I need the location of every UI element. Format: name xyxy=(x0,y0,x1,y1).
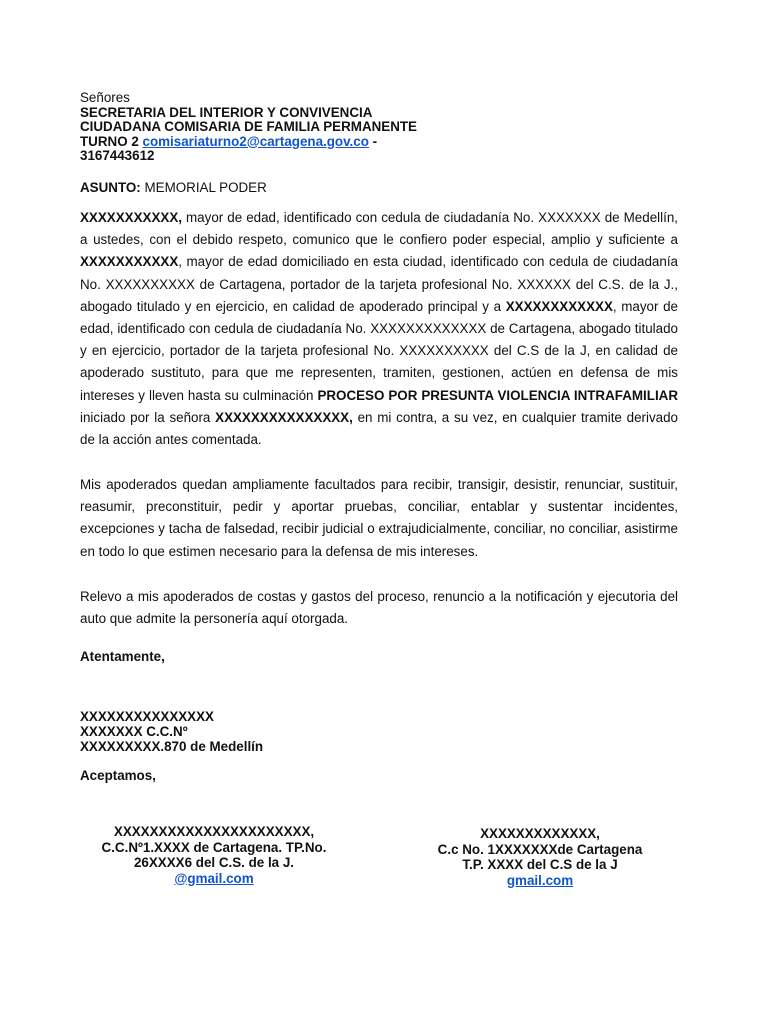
closing: Atentamente, xyxy=(80,649,165,664)
dash: - xyxy=(372,133,378,149)
paragraph-power-of-attorney xyxy=(80,207,678,451)
attorney-1-tp: 26XXXX6 del C.S. de la J. xyxy=(133,855,295,870)
paragraph-release: Relevo a mis apoderados de costas y gastos del proceso, renuncio a la notificación y ejecutoria del auto que admite la personería aquí otorgada. xyxy=(80,589,678,627)
paragraph-text: , mayor de edad domiciliado en esta ciudad, identificado con cedula de ciudadanía No. XXXXXXXXXX de Cartagena, portador de la tarjeta profesional No. XXXXXX del C.S. de la J., abogado titulado y en ejercicio, en calidad de apoderado principal y a xyxy=(80,254,678,314)
signer-doc: XXXXXXXXX.870 de Medellín xyxy=(80,739,264,754)
grantor-signature-block xyxy=(80,709,263,754)
paragraph-text: en mi contra, a su vez, en cualquier tramite derivado de la acción antes comentada. xyxy=(80,409,678,448)
recipient-email-link[interactable]: comisariaturno2@cartagena.gov.co xyxy=(142,133,369,149)
attorney-1-name: XXXXXXXXXXXXXXXXXXXXXX, xyxy=(113,824,315,839)
acceptance-heading: Aceptamos, xyxy=(80,768,156,783)
plaintiff-name: XXXXXXXXXXXXXXX, xyxy=(215,409,353,425)
attorney-1-email-link[interactable]: @gmail.com xyxy=(174,870,254,886)
subject-line xyxy=(80,180,267,195)
attorney-2-tp: T.P. XXXX del C.S de la J xyxy=(462,857,618,872)
recipient-line-2: CIUDADANA COMISARIA DE FAMILIA PERMANENTE xyxy=(80,119,417,134)
attorney-2-cc: C.c No. 1XXXXXXXde Cartagena xyxy=(437,841,643,857)
substitute-attorney-name: XXXXXXXXXXXX xyxy=(505,298,613,314)
attorney-2-name: XXXXXXXXXXXXX, xyxy=(480,826,600,841)
grantor-name: XXXXXXXXXXX, xyxy=(80,210,182,225)
principal-attorney-name: XXXXXXXXXXX xyxy=(80,254,179,270)
subject-text: MEMORIAL PODER xyxy=(144,180,267,195)
paragraph-text: , mayor de edad, identificado con cedula de ciudadanía No. XXXXXXXXXXXXX de Cartagena, abogado titulado y en ejercicio, portador de la tarjeta profesional No. XXXXXXXXXX del C.S de la J, en calidad de apoderado sustituto, para que me representen, tramiten, gestionen, actúen en defensa de mis intereses y lleven hasta su culminación xyxy=(80,298,678,403)
turno-label: TURNO 2 xyxy=(80,133,139,149)
salutation: Señores xyxy=(80,90,130,105)
paragraph-text: mayor de edad, identificado con cedula de ciudadanía No. XXXXXXX de Medellín, a ustedes, con el debido respeto, comunico que le confiero poder especial, amplio y suficiente a xyxy=(80,210,678,248)
recipient-line-1: SECRETARIA DEL INTERIOR Y CONVIVENCIA xyxy=(80,104,373,120)
recipient-block xyxy=(80,91,417,164)
paragraph-text: iniciado por la señora xyxy=(80,409,216,425)
process-name: PROCESO POR PRESUNTA VIOLENCIA INTRAFAMILIAR xyxy=(317,387,679,403)
attorney-1-tp-line xyxy=(98,855,330,886)
subject-label: ASUNTO: xyxy=(80,180,141,195)
attorney-2-signature xyxy=(430,826,650,888)
recipient-phone: 3167443612 xyxy=(80,148,155,163)
attorney-1-signature xyxy=(98,824,330,886)
attorney-2-email-line xyxy=(430,873,650,889)
paragraph-faculties: Mis apoderados quedan ampliamente facultados para recibir, transigir, desistir, renunciar, sustituir, reasumir, preconstituir, pedir y aportar pruebas, conciliar, entablar y sustentar incidentes, excepciones y tacha de falsedad, recibir judicial o extrajudicialmente, conciliar, no conciliar, asistirme en todo lo que estimen necesario para la defensa de mis intereses. xyxy=(80,477,678,559)
signer-name: XXXXXXXXXXXXXXX xyxy=(80,709,214,724)
attorney-2-email-link[interactable]: gmail.com xyxy=(506,872,574,888)
recipient-line-3 xyxy=(80,135,417,150)
signer-cc: XXXXXXX C.C.Nº xyxy=(80,724,188,739)
attorney-1-cc: C.C.Nº1.XXXX de Cartagena. TP.No. xyxy=(101,839,327,855)
